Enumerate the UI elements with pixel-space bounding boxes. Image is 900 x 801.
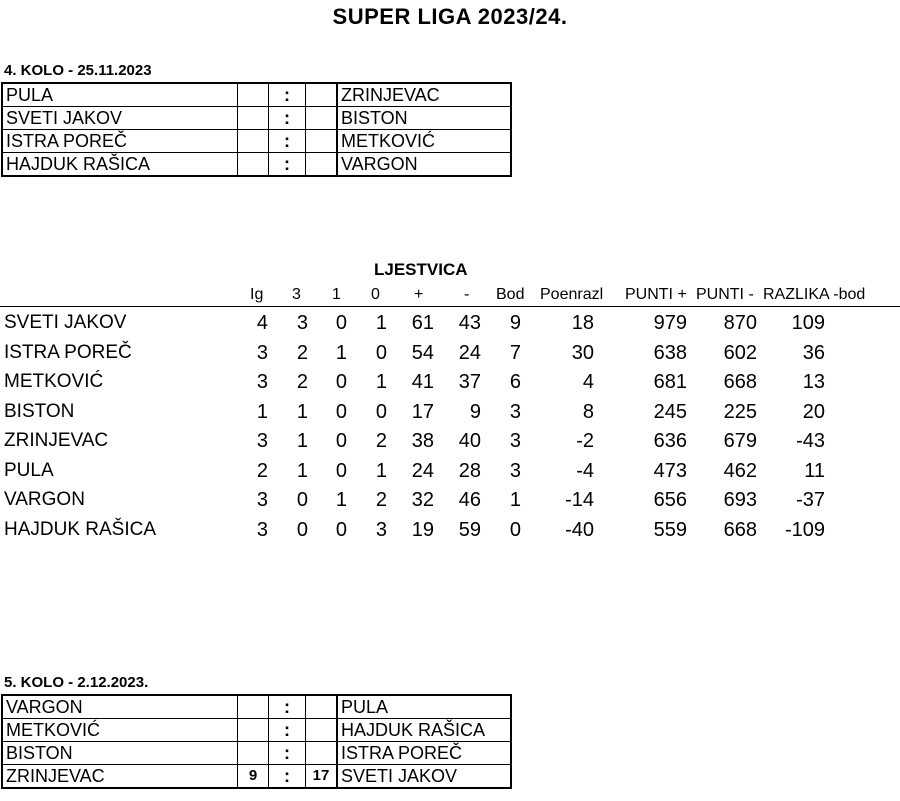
score-separator: : bbox=[269, 765, 306, 789]
cell-losses: 1 bbox=[375, 371, 387, 393]
cell-punti-minus: 668 bbox=[723, 518, 757, 541]
cell-point-diff: 8 bbox=[582, 400, 594, 423]
team-name: METKOVIĆ bbox=[4, 371, 104, 392]
cell-point-diff: -4 bbox=[576, 459, 594, 482]
col-header-razlika: RAZLIKA -bod bbox=[763, 286, 866, 303]
team-name: ZRINJEVAC bbox=[4, 430, 109, 451]
cell-losses: 2 bbox=[375, 489, 387, 511]
cell-razlika: 11 bbox=[804, 459, 825, 482]
score-separator: : bbox=[269, 107, 306, 130]
cell-wins: 0 bbox=[296, 518, 308, 541]
cell-points-for: 41 bbox=[411, 371, 434, 393]
cell-losses: 1 bbox=[375, 312, 387, 334]
cell-losses: 0 bbox=[375, 400, 387, 423]
cell-points: 6 bbox=[509, 371, 521, 393]
standings-row bbox=[0, 487, 900, 516]
away-team: BISTON bbox=[337, 107, 511, 130]
cell-losses: 0 bbox=[375, 341, 387, 364]
cell-points-against: 28 bbox=[458, 459, 481, 482]
score-separator: : bbox=[269, 153, 306, 177]
round-5-fixtures-table bbox=[1, 694, 512, 789]
cell-wins: 1 bbox=[296, 430, 308, 452]
team-name: HAJDUK RAŠICA bbox=[4, 518, 157, 540]
page-title: SUPER LIGA 2023/24. bbox=[332, 4, 568, 29]
away-score bbox=[306, 153, 338, 177]
cell-losses: 1 bbox=[375, 459, 387, 482]
cell-punti-minus: 693 bbox=[723, 489, 757, 511]
cell-razlika: -43 bbox=[796, 430, 825, 452]
team-name: PULA bbox=[4, 459, 54, 481]
home-team: SVETI JAKOV bbox=[2, 107, 238, 130]
team-name: BISTON bbox=[4, 400, 75, 422]
cell-played: 3 bbox=[256, 371, 268, 393]
cell-wins: 0 bbox=[296, 489, 308, 511]
round-4-fixtures-table bbox=[1, 82, 512, 177]
home-team: VARGON bbox=[2, 695, 238, 719]
score-separator: : bbox=[269, 719, 306, 742]
cell-points: 3 bbox=[509, 459, 521, 482]
home-team: ISTRA POREČ bbox=[2, 130, 238, 153]
cell-points-for: 17 bbox=[411, 400, 434, 423]
away-score bbox=[306, 83, 338, 107]
cell-punti-plus: 681 bbox=[653, 371, 687, 393]
cell-razlika: 20 bbox=[802, 400, 825, 423]
cell-wins: 3 bbox=[296, 312, 308, 334]
team-name: VARGON bbox=[4, 489, 85, 510]
cell-points-for: 32 bbox=[411, 489, 434, 511]
col-header-losses: 0 bbox=[371, 286, 380, 303]
score-separator: : bbox=[269, 695, 306, 719]
cell-losses: 2 bbox=[375, 430, 387, 452]
cell-wins: 2 bbox=[296, 341, 308, 364]
cell-punti-minus: 870 bbox=[723, 312, 757, 334]
cell-punti-plus: 245 bbox=[653, 400, 687, 423]
away-score bbox=[306, 695, 338, 719]
cell-points-against: 24 bbox=[458, 341, 481, 364]
col-header-punti-plus: PUNTI + bbox=[625, 286, 687, 303]
fixture-row bbox=[2, 130, 511, 153]
cell-points: 3 bbox=[509, 400, 521, 423]
cell-point-diff: 18 bbox=[571, 312, 594, 334]
team-name: SVETI JAKOV bbox=[4, 312, 127, 333]
cell-played: 1 bbox=[256, 400, 268, 423]
cell-point-diff: 30 bbox=[571, 341, 594, 364]
fixture-row bbox=[2, 695, 511, 719]
standings-row bbox=[0, 340, 900, 369]
cell-razlika: 36 bbox=[802, 341, 825, 364]
cell-point-diff: -2 bbox=[576, 430, 594, 452]
col-header-minus: - bbox=[464, 286, 470, 303]
cell-punti-minus: 668 bbox=[723, 371, 757, 393]
cell-razlika: 109 bbox=[791, 312, 825, 334]
home-team: METKOVIĆ bbox=[2, 719, 238, 742]
away-score bbox=[306, 130, 338, 153]
cell-punti-minus: 462 bbox=[723, 459, 757, 482]
cell-draws: 0 bbox=[335, 400, 347, 423]
standings-row bbox=[0, 399, 900, 428]
cell-played: 4 bbox=[256, 312, 268, 334]
standings-row bbox=[0, 428, 900, 457]
away-score bbox=[306, 107, 338, 130]
home-team: BISTON bbox=[2, 742, 238, 765]
home-score bbox=[238, 742, 269, 765]
away-team: METKOVIĆ bbox=[337, 130, 511, 153]
cell-punti-plus: 656 bbox=[653, 489, 687, 511]
cell-punti-plus: 638 bbox=[653, 341, 687, 364]
cell-played: 3 bbox=[256, 430, 268, 452]
standings-title: LJESTVICA bbox=[374, 260, 468, 279]
standings-row bbox=[0, 517, 900, 546]
col-header-played: Ig bbox=[250, 286, 264, 303]
cell-points-for: 54 bbox=[411, 341, 434, 364]
away-team: HAJDUK RAŠICA bbox=[337, 719, 511, 742]
away-team: SVETI JAKOV bbox=[337, 765, 511, 789]
cell-wins: 1 bbox=[296, 459, 308, 482]
standings-row bbox=[0, 458, 900, 487]
cell-points-for: 19 bbox=[411, 518, 434, 541]
cell-razlika: -109 bbox=[784, 518, 825, 541]
cell-points-for: 38 bbox=[411, 430, 434, 452]
cell-points: 7 bbox=[509, 341, 521, 364]
fixture-row bbox=[2, 719, 511, 742]
cell-punti-minus: 679 bbox=[723, 430, 757, 452]
cell-wins: 2 bbox=[296, 371, 308, 393]
away-team: PULA bbox=[337, 695, 511, 719]
standings-row bbox=[0, 369, 900, 398]
cell-points-against: 43 bbox=[458, 312, 481, 334]
away-score bbox=[306, 719, 338, 742]
cell-played: 3 bbox=[256, 518, 268, 541]
home-team: PULA bbox=[2, 83, 238, 107]
cell-points: 9 bbox=[509, 312, 521, 334]
col-header-points: Bod bbox=[496, 286, 525, 303]
home-score bbox=[238, 719, 269, 742]
col-header-wins: 3 bbox=[292, 286, 301, 303]
cell-draws: 1 bbox=[335, 489, 347, 511]
standings-row bbox=[0, 310, 900, 339]
cell-points-against: 46 bbox=[458, 489, 481, 511]
col-header-diff: Poenrazl bbox=[540, 286, 604, 303]
away-score: 17 bbox=[306, 765, 338, 789]
cell-points-for: 61 bbox=[411, 312, 434, 334]
cell-punti-plus: 636 bbox=[653, 430, 687, 452]
round-5-header: 5. KOLO - 2.12.2023. bbox=[4, 674, 149, 691]
fixture-row bbox=[2, 107, 511, 130]
home-score bbox=[238, 153, 269, 177]
home-score bbox=[238, 695, 269, 719]
cell-point-diff: 4 bbox=[582, 371, 594, 393]
cell-points: 3 bbox=[509, 430, 521, 452]
fixture-row bbox=[2, 765, 511, 789]
col-header-punti-minus: PUNTI - bbox=[696, 286, 754, 303]
score-separator: : bbox=[269, 83, 306, 107]
home-team: HAJDUK RAŠICA bbox=[2, 153, 238, 177]
fixture-row bbox=[2, 153, 511, 177]
standings-header-row bbox=[0, 284, 900, 307]
cell-points-for: 24 bbox=[411, 459, 434, 482]
cell-razlika: -37 bbox=[796, 489, 825, 511]
cell-played: 3 bbox=[256, 489, 268, 511]
cell-punti-plus: 559 bbox=[653, 518, 687, 541]
cell-points-against: 59 bbox=[458, 518, 481, 541]
cell-punti-minus: 225 bbox=[723, 400, 757, 423]
cell-draws: 1 bbox=[335, 341, 347, 364]
home-score: 9 bbox=[238, 765, 269, 789]
home-team: ZRINJEVAC bbox=[2, 765, 238, 789]
cell-points-against: 9 bbox=[469, 400, 481, 423]
cell-draws: 0 bbox=[335, 430, 347, 452]
cell-draws: 0 bbox=[335, 371, 347, 393]
cell-punti-minus: 602 bbox=[723, 341, 757, 364]
cell-razlika: 13 bbox=[802, 371, 825, 393]
team-name: ISTRA POREČ bbox=[4, 341, 132, 363]
score-separator: : bbox=[269, 742, 306, 765]
fixture-row bbox=[2, 742, 511, 765]
cell-points: 0 bbox=[509, 518, 521, 541]
cell-punti-plus: 473 bbox=[653, 459, 687, 482]
round-4-header: 4. KOLO - 25.11.2023 bbox=[4, 62, 152, 79]
cell-point-diff: -14 bbox=[565, 489, 594, 511]
home-score bbox=[238, 107, 269, 130]
home-score bbox=[238, 83, 269, 107]
cell-draws: 0 bbox=[335, 312, 347, 334]
fixture-row bbox=[2, 83, 511, 107]
cell-points: 1 bbox=[509, 489, 521, 511]
cell-played: 2 bbox=[256, 459, 268, 482]
cell-draws: 0 bbox=[335, 518, 347, 541]
away-team: ISTRA POREČ bbox=[337, 742, 511, 765]
col-header-draws: 1 bbox=[332, 286, 341, 303]
away-team: ZRINJEVAC bbox=[337, 83, 511, 107]
cell-punti-plus: 979 bbox=[653, 312, 687, 334]
home-score bbox=[238, 130, 269, 153]
cell-points-against: 37 bbox=[458, 371, 481, 393]
cell-wins: 1 bbox=[296, 400, 308, 423]
col-header-plus: + bbox=[414, 286, 424, 303]
cell-points-against: 40 bbox=[458, 430, 481, 452]
score-separator: : bbox=[269, 130, 306, 153]
cell-point-diff: -40 bbox=[565, 518, 594, 541]
cell-played: 3 bbox=[256, 341, 268, 364]
away-team: VARGON bbox=[337, 153, 511, 177]
cell-draws: 0 bbox=[335, 459, 347, 482]
cell-losses: 3 bbox=[375, 518, 387, 541]
away-score bbox=[306, 742, 338, 765]
